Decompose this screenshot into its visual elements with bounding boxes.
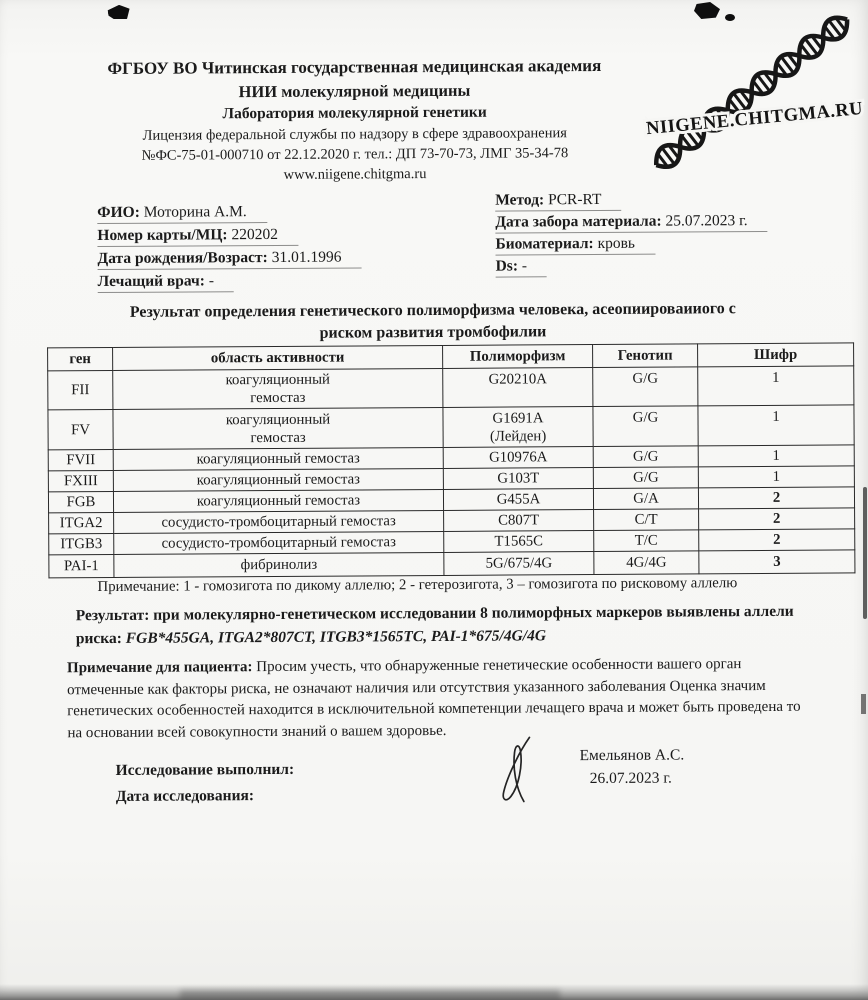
- fio-label: ФИО:: [97, 203, 140, 222]
- polymorphism-cell: T1565C: [444, 531, 594, 553]
- patient-note-line2: отмеченные как факторы риска, не означают наличия или отсутствия указанного заболевания Оценка значим: [67, 677, 766, 698]
- table-legend-note: Примечание: 1 - гомозигота по дикому аллелю; 2 - гетерозигота, 3 – гомозигота по рисковому аллелю: [97, 575, 738, 596]
- gene-cell: PAI-1: [49, 555, 114, 578]
- area-cell: сосудисто-тромбоцитарный гемостаз: [114, 511, 444, 534]
- gene-cell: FGB: [48, 492, 113, 513]
- dna-helix-logo: [630, 5, 866, 186]
- report-title-line1: Результат определения генетического полиморфизма человека, асеопиироваииого с: [129, 300, 736, 321]
- patient-fio-row: [97, 203, 267, 224]
- code-cell: 2: [699, 508, 855, 530]
- gene-cell: ITGA2: [49, 513, 114, 534]
- letterhead: [54, 54, 655, 187]
- code-cell: 2: [699, 529, 855, 551]
- report-title-line2: риском развития тромбофилии: [319, 323, 547, 342]
- biomaterial-value: кровь: [597, 234, 636, 252]
- exam-info: [495, 190, 768, 280]
- area-cell: фибринолиз: [114, 553, 444, 578]
- result-risk-genes: FGB*455GA, ITGA2*807CT, ITGB3*1565TC, PAI-1*675/4G/4G: [125, 627, 547, 647]
- code-cell: 1: [698, 466, 854, 488]
- biomaterial-label: Биоматериал:: [495, 235, 594, 253]
- result-line2-prefix: риска:: [75, 629, 122, 648]
- genotype-cell: T/C: [594, 530, 699, 552]
- patient-note-line3: генетических особенностей находится в исключительной компетенции лечащего врача и может быть проведена то: [67, 698, 801, 720]
- method-row: [495, 191, 621, 211]
- birth-label: Дата рождения/Возраст:: [97, 249, 268, 268]
- area-cell: коагуляционный гемостаз: [113, 469, 443, 492]
- license-line1: Лицензия федеральной службы по надзору в сфере здравоохранения: [142, 125, 567, 144]
- birth-value: 31.01.1996: [271, 248, 342, 266]
- area-cell: сосудисто-тромбоцитарный гемостаз: [114, 532, 444, 555]
- report-title: [33, 298, 833, 347]
- website-url: www.niigene.chitgma.ru: [283, 166, 427, 183]
- header-polymorphism: Полиморфизм: [443, 345, 593, 369]
- genotype-cell: G/A: [593, 488, 698, 510]
- fio-value: Моторина А.М.: [143, 203, 247, 221]
- polymorphism-cell: 5G/675/4G: [444, 552, 594, 576]
- area-cell: коагуляционный гемостаз: [113, 368, 443, 409]
- table-row: [49, 550, 855, 578]
- code-cell: 1: [698, 405, 854, 446]
- area-cell: коагуляционный гемостаз: [113, 408, 443, 450]
- header-area: область активности: [113, 345, 443, 370]
- table-row: [48, 405, 854, 450]
- ds-row: [496, 257, 548, 277]
- patient-note-label: Примечание для пациента:: [66, 659, 253, 677]
- patient-note: [67, 653, 868, 744]
- result-block: [76, 599, 866, 650]
- polymorphism-cell: G103T: [443, 468, 593, 490]
- sample-date-label: Дата забора материала:: [495, 212, 662, 231]
- logo-text: NIIGENE.CHITGMA.RU: [645, 98, 864, 140]
- doctor-label: Лечащий врач:: [97, 272, 205, 291]
- signature: [477, 731, 557, 806]
- patient-birth-row: [97, 248, 361, 269]
- header-gene: ген: [48, 347, 113, 370]
- card-value: 220202: [231, 225, 278, 244]
- gene-cell: FVII: [48, 450, 113, 471]
- ds-label: Ds:: [495, 257, 519, 275]
- code-cell: 1: [698, 366, 854, 406]
- gene-cell: ITGB3: [49, 534, 114, 555]
- result-label: Результат:: [75, 606, 150, 625]
- patient-card-row: [97, 226, 298, 247]
- code-cell: 3: [699, 550, 855, 574]
- genotype-cell: C/T: [594, 509, 699, 531]
- code-cell: 2: [698, 487, 854, 509]
- dna-helix-icon: [650, 11, 854, 173]
- examiner-block: [579, 743, 684, 790]
- examiner-name: Емельянов А.С.: [579, 746, 685, 765]
- patient-doctor-row: [98, 272, 234, 292]
- polymorphism-cell: G455A: [443, 489, 593, 511]
- results-table: [47, 342, 855, 578]
- performed-by-label: Исследование выполнил:: [115, 760, 295, 779]
- patient-note-line1: Просим учесть, что обнаруженные генетические особенности вашего орган: [256, 656, 742, 676]
- genotype-cell: G/G: [593, 367, 698, 407]
- scan-artifact-top-right-dot: [725, 14, 735, 21]
- area-cell: коагуляционный гемостаз: [113, 490, 443, 513]
- method-value: PCR-RT: [548, 190, 602, 209]
- org-name-line3: Лаборатория молекулярной генетики: [222, 103, 487, 123]
- result-line1: при молекулярно-генетическом исследовании 8 полиморфных маркеров выявлены аллели: [153, 602, 794, 624]
- genotype-cell: G/G: [593, 406, 698, 447]
- header-genotype: Генотип: [593, 344, 698, 368]
- research-date-label: Дата исследования:: [115, 787, 255, 805]
- card-label: Номер карты/МЦ:: [97, 226, 228, 245]
- gene-cell: FV: [48, 410, 113, 450]
- research-date-value: 26.07.2023 г.: [589, 769, 672, 788]
- scan-artifact-right-mark: [861, 694, 866, 714]
- doctor-value: -: [208, 272, 215, 290]
- genotype-cell: G/G: [593, 446, 698, 468]
- area-cell: коагуляционный гемостаз: [113, 448, 443, 471]
- org-name-line1: ФГБОУ ВО Читинская государственная медицинская академия: [107, 55, 602, 78]
- polymorphism-cell: C807T: [444, 510, 594, 532]
- sample-date-value: 25.07.2023 г.: [665, 212, 748, 230]
- org-name-line2: НИИ молекулярной медицины: [238, 80, 471, 102]
- ds-value: -: [521, 257, 528, 275]
- sample-date-row: [495, 212, 767, 233]
- genotype-cell: G/G: [593, 467, 698, 489]
- header-code: Шифр: [698, 343, 854, 367]
- polymorphism-cell: G20210A: [443, 368, 593, 408]
- footer-labels: [116, 757, 295, 810]
- scan-artifact-right-streak: [863, 487, 867, 619]
- gene-cell: FII: [48, 370, 113, 409]
- gene-cell: FXIII: [48, 471, 113, 492]
- polymorphism-cell: G10976A: [443, 447, 593, 469]
- polymorphism-cell: G1691A (Лейден): [443, 407, 593, 448]
- table-row: [48, 366, 854, 410]
- biomaterial-row: [495, 235, 655, 255]
- license-line2: №ФС-75-01-000710 от 22.12.2020 г. тел.: ДП 73-70-73, ЛМГ 35-34-78: [141, 145, 569, 164]
- code-cell: 1: [698, 445, 854, 467]
- genotype-cell: 4G/4G: [594, 551, 699, 575]
- scan-artifact-bottom-band: [0, 984, 868, 1000]
- patient-info: [97, 202, 361, 296]
- method-label: Метод:: [495, 191, 545, 209]
- patient-note-line4: на основании всей совокупности знаний о вашем здоровье.: [67, 722, 447, 741]
